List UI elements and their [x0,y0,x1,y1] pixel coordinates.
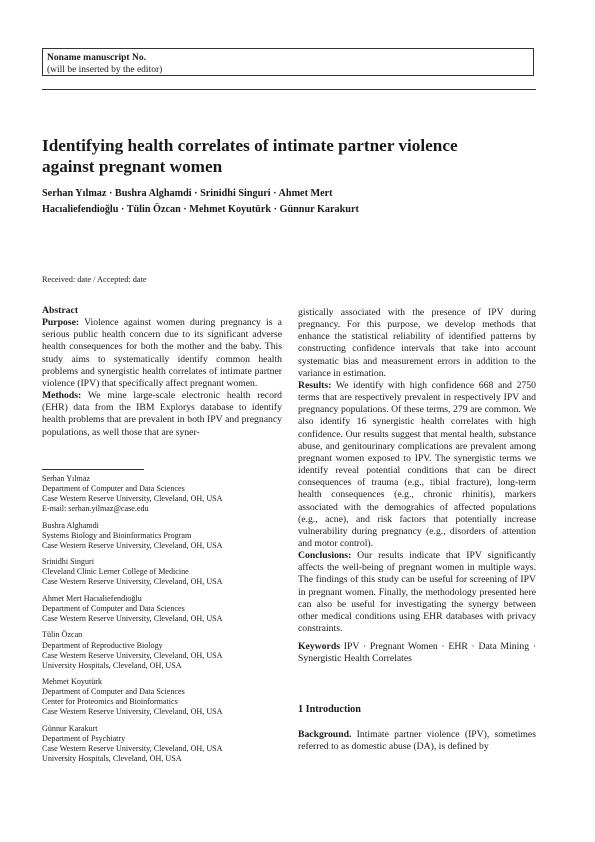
affiliation-line: University Hospitals, Cleveland, OH, USA [42,660,182,670]
conclusions-text: Our results indicate that IPV significantly affects the well-being of pregnant women in multiple ways. The findings of this study can be useful for screening of IPV in pregnant women. Finally, the methodology presented here can also be useful for investigating the synergy between other medical conditions using EHR databases with privacy constraints. [298,550,536,635]
affiliation-block [42,521,282,551]
affiliation-line: Case Western Reserve University, Cleveland, OH, USA [42,540,223,550]
affiliation-author-name: Günnur Karakurt [42,723,98,733]
affiliation-author-name: Serhan Yılmaz [42,474,91,483]
affiliation-line: Cleveland Clinic Lerner College of Medicine [42,567,189,577]
keywords-text: IPV · Pregnant Women · EHR · Data Mining · Synergistic Health Correlates [298,641,536,665]
affiliation-author-name: Bushra Alghamdi [42,520,99,530]
title-line-2: against pregnant women [42,157,223,176]
affiliation-block [42,630,282,670]
conclusions-label: Conclusions: [298,550,352,562]
affiliations [42,474,282,770]
affiliation-line: Systems Biology and Bioinformatics Program [42,530,192,540]
affiliation-line: Case Western Reserve University, Cleveland, OH, USA [42,743,223,753]
affiliation-line: Department of Computer and Data Sciences [42,484,185,494]
manuscript-info-box [42,48,534,76]
affiliation-line: Case Western Reserve University, Cleveland, OH, USA [42,494,223,504]
conclusions-paragraph [298,550,536,635]
affiliation-line: Department of Psychiatry [42,733,126,743]
affiliation-line: University Hospitals, Cleveland, OH, USA [42,754,182,764]
affiliation-line: Case Western Reserve University, Cleveland, OH, USA [42,707,223,717]
footnote-rule [42,469,144,470]
affiliation-author-name: Tülin Özcan [42,630,83,640]
results-text: We identify with high confidence 668 and 2750 terms that are respectively prevalent in respectively IPV and pregnancy populations. Of these terms, 279 are common. We also identify 16 synergistic health correlates with high confidence. Our results suggest that mental health, substance abuse, and genitourinary complications are prevalent among pregnant women exposed to IPV. The synergistic terms we identify reveal potential conditions that can be direct consequences of trauma (e.g., tibial fracture), long-term health consequences (e.g., chronic rhinitis), markers associated with the demograhics of affected populations (e.g., acne), and risk factors that potentially increase vulnerability during pregnancy (e.g., disorders of attention and motor control). [298,379,536,549]
affiliation-author-name: Ahmet Mert Hacıaliefendioğlu [42,593,142,603]
affiliation-line: Case Western Reserve University, Cleveland, OH, USA [42,577,223,587]
affiliation-line: Center for Proteomics and Bioinformatics [42,697,178,707]
paper-title [42,135,542,177]
header-rule [42,89,536,90]
manuscript-number: Noname manuscript No. [47,53,146,63]
results-paragraph [298,380,536,550]
results-label: Results: [298,379,332,391]
methods-continued: gistically associated with the presence of IPV during pregnancy. For this purpose, we develop methods that enhance the statistical reliability of identified patterns by constructing confidence intervals that take into account systematic bias and measurement errors in addition to the variance in estimation. [298,307,536,379]
affiliation-line: E-mail: serhan.yilmaz@case.edu [42,504,149,514]
section-heading-introduction: 1 Introduction [298,704,361,715]
received-date: Received: date / Accepted: date [42,275,147,284]
right-column [298,307,536,666]
affiliation-line: Case Western Reserve University, Cleveland, OH, USA [42,614,223,624]
affiliation-author-name: Mehmet Koyutürk [42,677,103,687]
authors-line-1: Serhan Yılmaz · Bushra Alghamdi · Srinidhi Singuri · Ahmet Mert [42,188,333,199]
affiliation-block [42,594,282,624]
authors-line-2: Hacıaliefendioğlu · Tülin Özcan · Mehmet Koyutürk · Günnur Karakurt [42,203,359,215]
affiliation-line: Department of Reproductive Biology [42,640,163,650]
background-paragraph [298,729,536,753]
affiliation-block [42,557,282,587]
purpose-label: Purpose: [42,317,80,329]
purpose-text: Violence against women during pregnancy is a serious public health concern due to its significant adverse health consequences for both the mother and the baby. This study aims to systematically identify common health problems and synergistic health correlates of intimate partner violence (IPV) that specifically affect pregnant women. [42,317,282,389]
purpose-paragraph [42,317,282,390]
affiliation-author-name: Srinidhi Singuri [42,557,94,567]
affiliation-block [42,677,282,717]
affiliation-line: Department of Computer and Data Sciences [42,603,185,613]
affiliation-line: Department of Computer and Data Sciences [42,687,185,697]
methods-label: Methods: [42,390,82,402]
methods-text: We mine large-scale electronic health record (EHR) data from the IBM Explorys database to identify health problems that are prevalent in both IPV and pregnancy populations, as well those that are syner- [42,390,282,438]
abstract-heading: Abstract [42,305,79,316]
keywords-paragraph [298,641,536,665]
methods-paragraph [42,390,282,439]
left-column [42,305,282,439]
author-list [42,186,542,217]
affiliation-block [42,474,282,514]
keywords-label: Keywords [298,641,340,653]
affiliation-line: Case Western Reserve University, Cleveland, OH, USA [42,650,223,660]
title-line-1: Identifying health correlates of intimate partner violence [42,136,458,155]
editor-note: (will be inserted by the editor) [47,65,163,75]
background-label: Background. [298,729,352,740]
background-text: Intimate partner violence (IPV), sometimes referred to as domestic abuse (DA), is defined by [298,729,536,753]
introduction-body [298,729,536,753]
affiliation-block [42,724,282,764]
